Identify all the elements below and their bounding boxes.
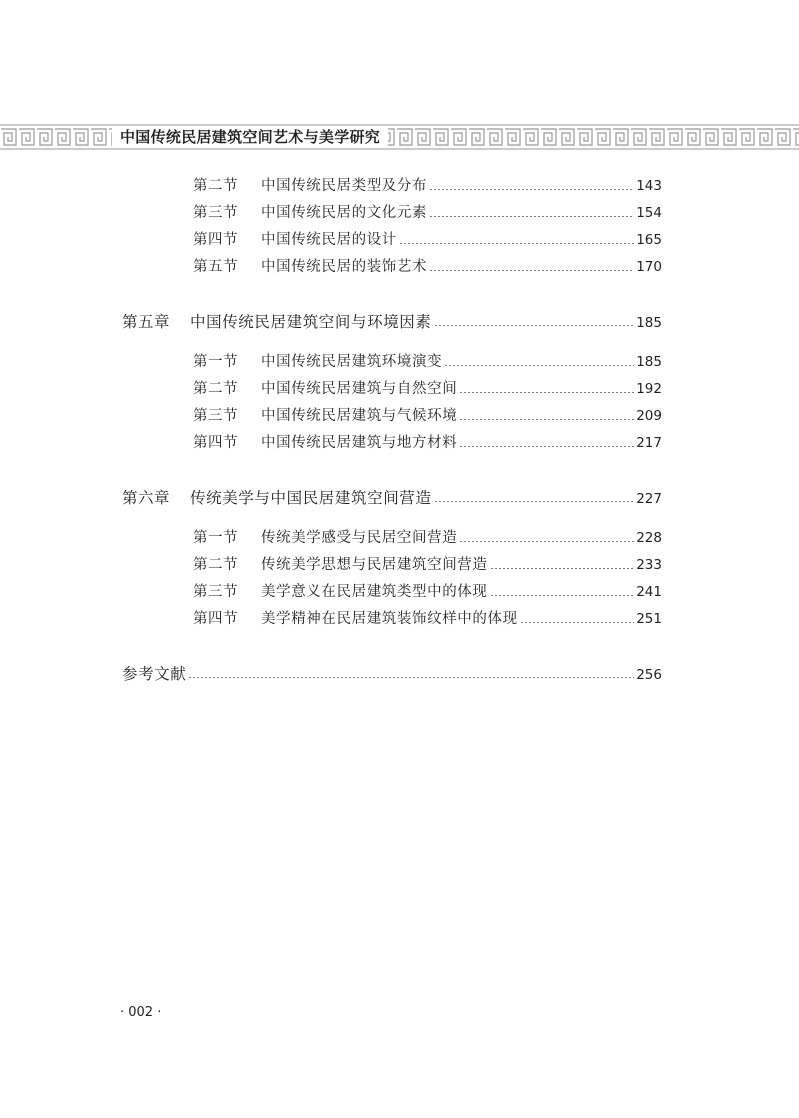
- toc-references-title: 参考文献: [122, 665, 187, 683]
- toc-entry-page: 143: [636, 178, 662, 194]
- toc-entry[interactable]: [193, 526, 662, 550]
- toc-entry-title: 中国传统民居建筑与自然空间: [261, 381, 458, 397]
- dot-leader: [490, 595, 635, 596]
- toc-entry-page: 209: [636, 408, 662, 424]
- toc-entry[interactable]: [193, 431, 662, 455]
- toc-chapter-label: 第五章: [122, 313, 171, 331]
- toc-entry[interactable]: [193, 404, 662, 428]
- dot-leader: [188, 677, 634, 678]
- toc-entry-label: 第二节: [193, 557, 238, 573]
- dot-leader: [444, 365, 634, 366]
- toc-entry[interactable]: [193, 350, 662, 374]
- dot-leader: [459, 446, 634, 447]
- toc-entry-page: 185: [636, 354, 662, 370]
- toc-entry-title: 中国传统民居建筑环境演变: [261, 354, 443, 370]
- toc-entry-title: 中国传统民居的设计: [261, 232, 397, 248]
- toc-entry-title: 中国传统民居建筑与气候环境: [261, 408, 458, 424]
- dot-leader: [434, 501, 635, 502]
- toc-entry-title: 中国传统民居建筑与地方材料: [261, 435, 458, 451]
- toc-entry-page: 165: [636, 232, 662, 248]
- toc-entry-label: 第三节: [193, 205, 238, 221]
- toc-entry-page: 233: [636, 557, 662, 573]
- toc-entry[interactable]: [193, 553, 662, 577]
- dot-leader: [429, 270, 634, 271]
- dot-leader: [490, 568, 635, 569]
- toc-entry[interactable]: [193, 607, 662, 631]
- dot-leader: [429, 216, 634, 217]
- dot-leader: [434, 325, 635, 326]
- toc-chapter-label: 第六章: [122, 489, 171, 507]
- dot-leader: [520, 622, 635, 623]
- dot-leader: [399, 243, 634, 244]
- toc-chapter-title: 中国传统民居建筑空间与环境因素: [190, 313, 432, 331]
- toc-entry-page: 217: [636, 435, 662, 451]
- toc-entry[interactable]: [193, 201, 662, 225]
- toc-entry-page: 192: [636, 381, 662, 397]
- toc-chapter-page: 227: [636, 491, 662, 507]
- toc-entry-title: 中国传统民居的文化元素: [261, 205, 428, 221]
- toc-entry[interactable]: [193, 255, 662, 279]
- toc-entry-label: 第三节: [193, 408, 238, 424]
- toc-entry-label: 第二节: [193, 381, 238, 397]
- toc-chapter-5[interactable]: [122, 310, 662, 334]
- toc-entry-title: 中国传统民居的装饰艺术: [261, 259, 428, 275]
- toc-entry-label: 第一节: [193, 354, 238, 370]
- toc-entry-label: 第三节: [193, 584, 238, 600]
- toc-entry-page: 154: [636, 205, 662, 221]
- toc-chapter-6[interactable]: [122, 486, 662, 510]
- toc-chapter-title: 传统美学与中国民居建筑空间营造: [190, 489, 432, 507]
- toc-entry-page: 241: [636, 584, 662, 600]
- dot-leader: [459, 541, 634, 542]
- toc-entry-label: 第四节: [193, 611, 238, 627]
- toc-entry-title: 传统美学感受与民居空间营造: [261, 530, 458, 546]
- toc-entry[interactable]: [193, 377, 662, 401]
- toc-entry-label: 第一节: [193, 530, 238, 546]
- toc-entry-page: 251: [636, 611, 662, 627]
- toc-entry-label: 第五节: [193, 259, 238, 275]
- running-header-title: 中国传统民居建筑空间艺术与美学研究: [112, 126, 388, 148]
- toc-entry[interactable]: [193, 174, 662, 198]
- toc-entry-page: 228: [636, 530, 662, 546]
- toc-entry-title: 传统美学思想与民居建筑空间营造: [261, 557, 488, 573]
- toc-entry-title: 美学意义在民居建筑类型中的体现: [261, 584, 488, 600]
- toc-entry-label: 第四节: [193, 232, 238, 248]
- toc-references[interactable]: [122, 662, 662, 686]
- dot-leader: [459, 419, 634, 420]
- toc-entry-label: 第四节: [193, 435, 238, 451]
- page-number: · 002 ·: [120, 1005, 162, 1020]
- toc-chapter-page: 185: [636, 315, 662, 331]
- toc-entry-page: 170: [636, 259, 662, 275]
- dot-leader: [429, 189, 634, 190]
- dot-leader: [459, 392, 634, 393]
- toc-entry[interactable]: [193, 228, 662, 252]
- toc-references-page: 256: [636, 667, 662, 683]
- toc-entry[interactable]: [193, 580, 662, 604]
- toc-entry-title: 美学精神在民居建筑装饰纹样中的体现: [261, 611, 518, 627]
- toc-entry-label: 第二节: [193, 178, 238, 194]
- toc-entry-title: 中国传统民居类型及分布: [261, 178, 428, 194]
